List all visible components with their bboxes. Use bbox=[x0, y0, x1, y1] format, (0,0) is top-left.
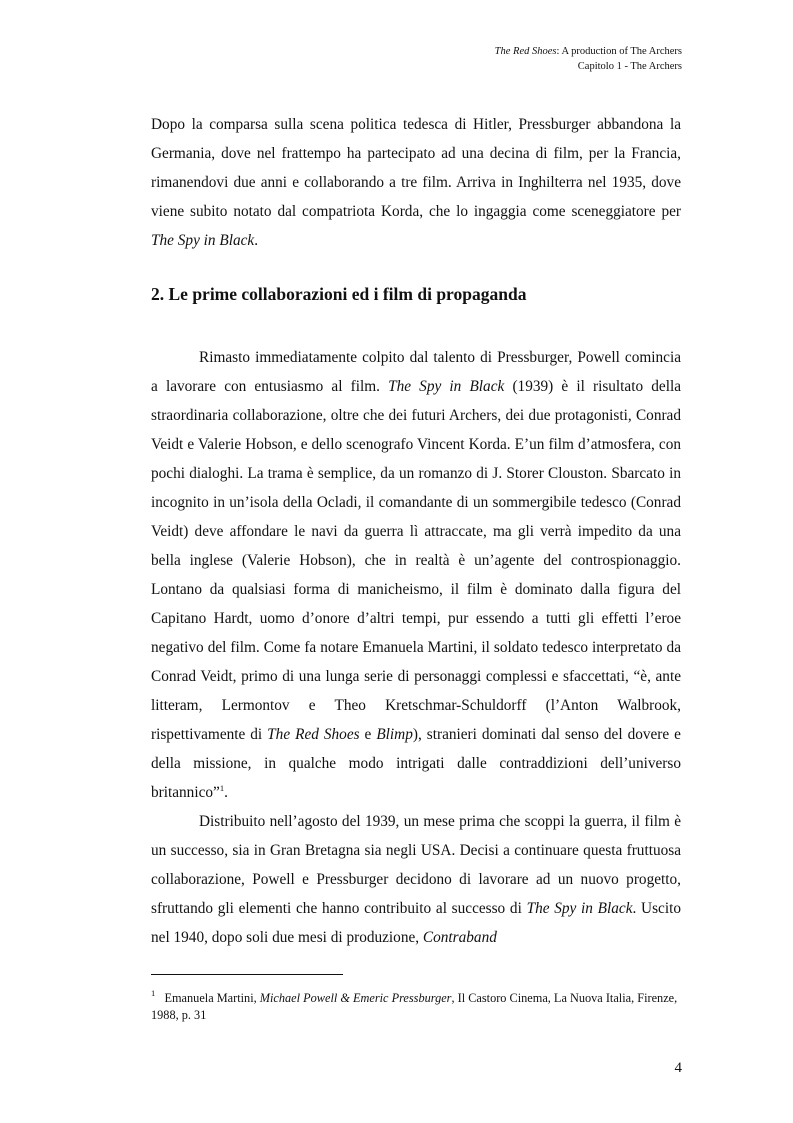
footnote-text-a: Emanuela Martini, bbox=[164, 991, 260, 1005]
intro-paragraph-block bbox=[151, 110, 681, 255]
p1-italic-2: The Red Shoes bbox=[267, 726, 360, 743]
intro-end: . bbox=[254, 232, 259, 249]
intro-paragraph bbox=[151, 110, 681, 255]
section-body bbox=[151, 343, 681, 952]
footnote-text-b: , Il Castoro Cinema, La Nuova Italia, Firenze, 1988, p. 31 bbox=[151, 991, 678, 1022]
footnote-divider bbox=[151, 974, 343, 975]
p1-text-d: ), stranieri dominati dal senso del dovere e della missione, in qualche modo intrigati dalle contraddizioni dell’universo britannico” bbox=[151, 726, 681, 801]
p1-text-e: . bbox=[224, 784, 228, 801]
paragraph-2 bbox=[151, 807, 681, 952]
p2-text-a: Distribuito nell’agosto del 1939, un mese prima che scoppi la guerra, il film è un successo, sia in Gran Bretagna sia negli USA. Decisi a continuare questa fruttuosa collaborazione, Powell e Pressburger decidono di lavorare ad un nuovo progetto, sfruttando gli elementi che hanno contribuito al successo di bbox=[151, 813, 681, 917]
footnote-ref[interactable]: 1 bbox=[219, 783, 225, 793]
p2-italic-1: The Spy in Black bbox=[526, 900, 633, 917]
section-heading: 2. Le prime collaborazioni ed i film di propaganda bbox=[151, 284, 527, 304]
p1-text-a: Rimasto immediatamente colpito dal talento di Pressburger, Powell comincia a lavorare con entusiasmo al film. bbox=[151, 349, 681, 395]
film-title-italic: The Spy in Black bbox=[151, 232, 255, 249]
p1-text-b: (1939) è il risultato della straordinaria collaborazione, oltre che dei futuri Archers, dei due protagonisti, Conrad Veidt e Valerie Hobson, e dello scenografo Vincent Korda. E’un film d’atmosfera, con pochi dialoghi. La trama è semplice, da un romanzo di J. Storer Clouston. Sbarcato in incognito in un’isola della Ocladi, il comandante di un sommergibile tedesco (Conrad Veidt) deve affondare le navi da guerra lì attraccate, ma gli verrà impedito da una bella inglese (Valerie Hobson), che in realtà è un’agente del controspionaggio. Lontano da qualsiasi forma di manicheismo, il film è dominato dalla figura del Capitano Hardt, uomo d’onore d’altri tempi, pur essendo a tutti gli effetti l’eroe negativo del film. Come fa notare Emanuela Martini, il soldato tedesco interpretato da Conrad Veidt, primo di una lunga serie di personaggi complessi e sfaccettati, “è, ante litteram, Lermontov e Theo Kretschmar-Schuldorff (l’Anton Walbrook, rispettivamente di bbox=[151, 378, 681, 743]
page-number: 4 bbox=[674, 1060, 682, 1076]
p1-italic-3: Blimp bbox=[376, 726, 413, 743]
footnote-italic: Michael Powell & Emeric Pressburger bbox=[259, 991, 452, 1005]
running-header bbox=[495, 44, 682, 74]
footnote-number: 1 bbox=[151, 988, 156, 998]
header-chapter: Capitolo 1 - The Archers bbox=[577, 61, 682, 72]
p2-text-b: . Uscito nel 1940, dopo soli due mesi di produzione, bbox=[151, 900, 681, 946]
p2-italic-2: Contraband bbox=[422, 929, 497, 946]
header-title bbox=[495, 44, 682, 59]
intro-text: Dopo la comparsa sulla scena politica tedesca di Hitler, Pressburger abbandona la Germania, dove nel frattempo ha partecipato ad una decina di film, per la Francia, rimanendovi due anni e collaborando a tre film. Arriva in Inghilterra nel 1935, dove viene subito notato dal compatriota Korda, che lo ingaggia come sceneggiatore per bbox=[151, 116, 681, 220]
paragraph-1 bbox=[151, 343, 681, 807]
header-title-italic: The Red Shoes bbox=[494, 46, 557, 57]
p1-italic-1: The Spy in Black bbox=[388, 378, 505, 395]
header-title-rest: : A production of The Archers bbox=[556, 46, 682, 57]
p1-text-c: e bbox=[359, 726, 377, 743]
footnote bbox=[151, 990, 681, 1024]
